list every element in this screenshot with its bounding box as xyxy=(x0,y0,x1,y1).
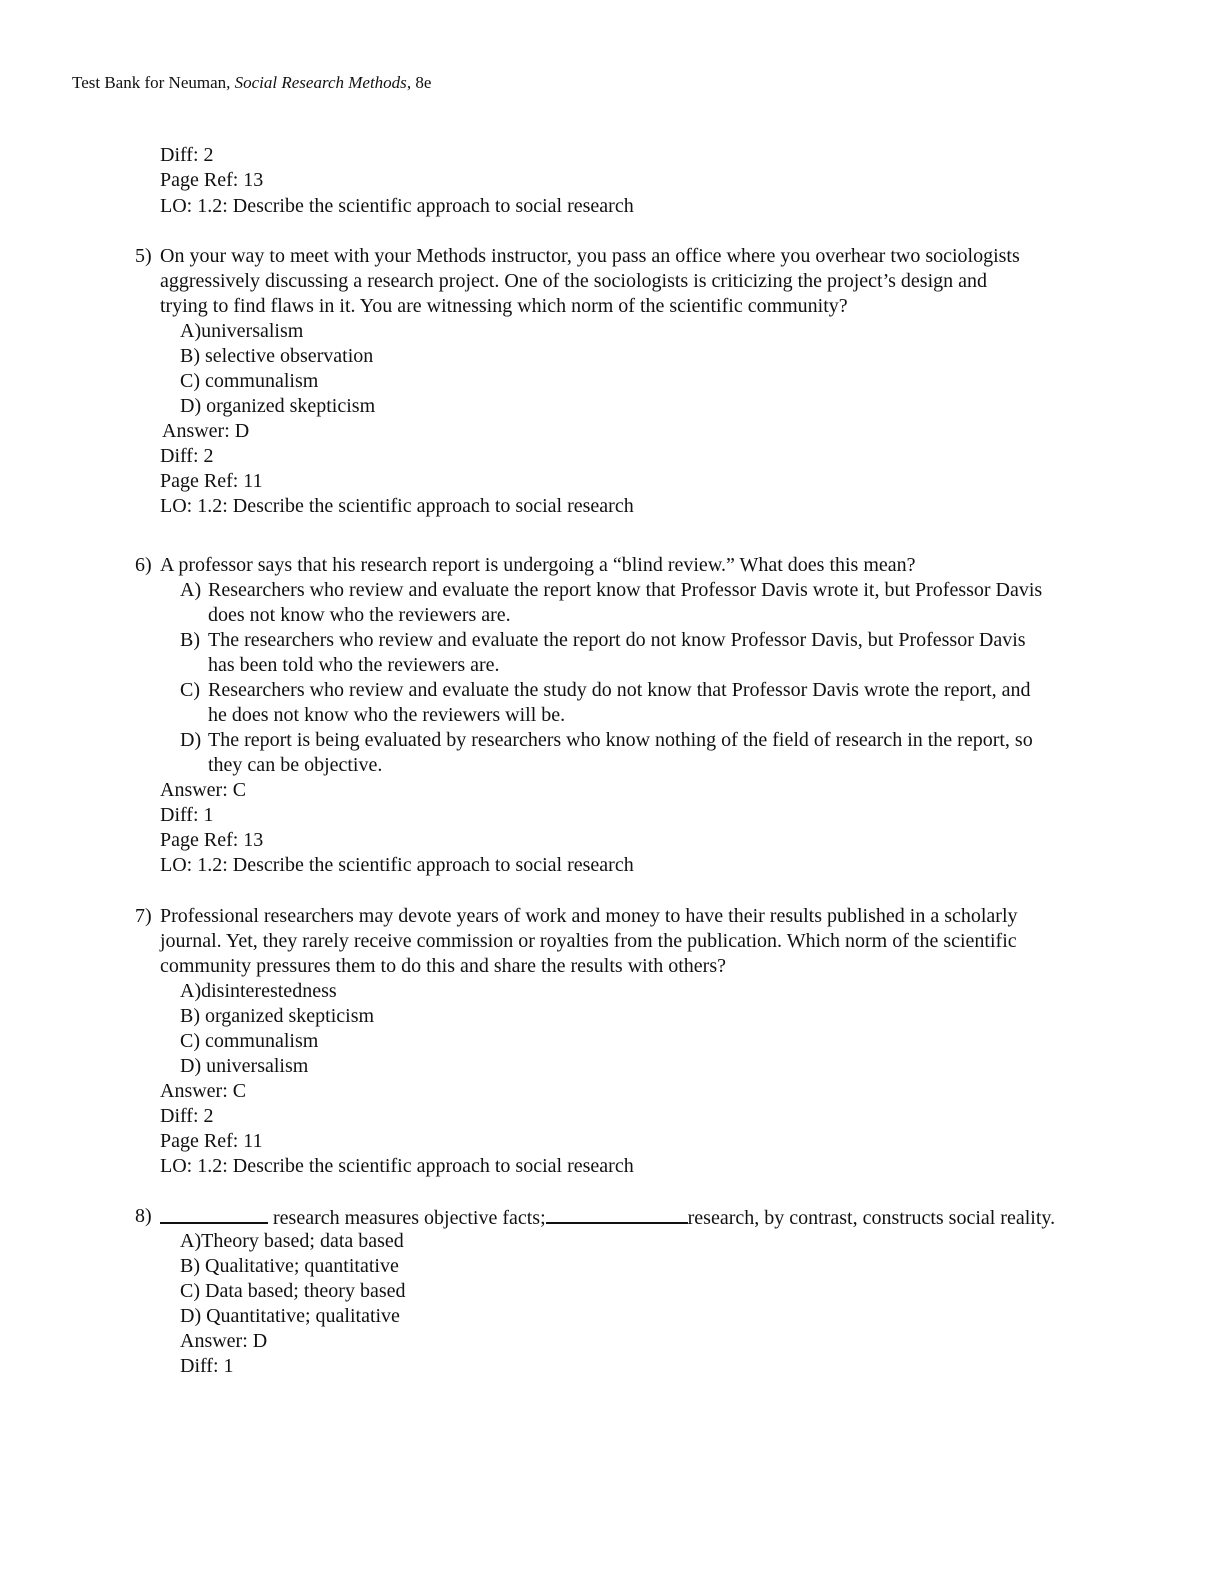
question-stem-line: aggressively discussing a research project. One of the sociologists is criticizing the project’s design and xyxy=(160,270,988,292)
option-d-text: The report is being evaluated by researchers who know nothing of the field of research in the report, so xyxy=(208,729,1033,751)
option-d: D) universalism xyxy=(180,1055,309,1077)
option-a-text: does not know who the reviewers are. xyxy=(208,604,511,626)
book-title: Social Research Methods xyxy=(234,73,407,92)
header-suffix: , 8e xyxy=(406,73,432,92)
option-b: B) Qualitative; quantitative xyxy=(180,1255,399,1277)
fill-in-blank-1 xyxy=(160,1204,268,1224)
option-d: D) organized skepticism xyxy=(180,395,376,417)
option-d-text: they can be objective. xyxy=(208,754,383,776)
question-stem-line: trying to find flaws in it. You are witnessing which norm of the scientific community? xyxy=(160,295,848,317)
difficulty: Diff: 2 xyxy=(160,1105,214,1127)
learning-objective: LO: 1.2: Describe the scientific approach to social research xyxy=(160,495,634,517)
question-stem-line: Professional researchers may devote years of work and money to have their results published in a scholarly xyxy=(160,905,1018,927)
stem-part-2: research, by contrast, constructs social reality. xyxy=(687,1207,1056,1229)
answer: Answer: C xyxy=(160,779,247,801)
question-stem-line: A professor says that his research report is undergoing a “blind review.” What does this mean? xyxy=(160,554,916,576)
option-c: C) Data based; theory based xyxy=(180,1280,406,1302)
difficulty: Diff: 1 xyxy=(180,1355,234,1377)
header-prefix: Test Bank for Neuman, xyxy=(72,73,235,92)
difficulty: Diff: 1 xyxy=(160,804,214,826)
learning-objective: LO: 1.2: Describe the scientific approach to social research xyxy=(160,854,634,876)
question-number: 6) xyxy=(135,554,152,576)
option-a: A)universalism xyxy=(180,320,304,342)
difficulty: Diff: 2 xyxy=(160,445,214,467)
option-c-text: Researchers who review and evaluate the study do not know that Professor Davis wrote the report, and xyxy=(208,679,1031,701)
question-number: 7) xyxy=(135,905,152,927)
difficulty: Diff: 2 xyxy=(160,144,214,166)
option-c: C) communalism xyxy=(180,1030,319,1052)
option-a-text: Researchers who review and evaluate the report know that Professor Davis wrote it, but Professor Davis xyxy=(208,579,1043,601)
stem-part-1: research measures objective facts; xyxy=(268,1207,546,1229)
question-stem xyxy=(160,1204,1055,1231)
option-a-label: A) xyxy=(180,579,202,601)
option-a: A)Theory based; data based xyxy=(180,1230,404,1252)
running-header xyxy=(72,72,431,94)
option-d-label: D) xyxy=(180,729,202,751)
option-b: B) selective observation xyxy=(180,345,374,367)
answer: Answer: D xyxy=(180,1330,268,1352)
option-b: B) organized skepticism xyxy=(180,1005,375,1027)
learning-objective: LO: 1.2: Describe the scientific approach to social research xyxy=(160,195,634,217)
question-number: 8) xyxy=(135,1205,152,1227)
fill-in-blank-2 xyxy=(546,1204,688,1224)
answer: Answer: C xyxy=(160,1080,247,1102)
option-b-text: The researchers who review and evaluate the report do not know Professor Davis, but Professor Davis xyxy=(208,629,1026,651)
option-b-text: has been told who the reviewers are. xyxy=(208,654,500,676)
question-number: 5) xyxy=(135,245,152,267)
answer: Answer: D xyxy=(162,420,250,442)
option-c-text: he does not know who the reviewers will be. xyxy=(208,704,566,726)
page-ref: Page Ref: 13 xyxy=(160,829,264,851)
option-b-label: B) xyxy=(180,629,200,651)
option-d: D) Quantitative; qualitative xyxy=(180,1305,400,1327)
question-stem-line: On your way to meet with your Methods instructor, you pass an office where you overhear two sociologists xyxy=(160,245,1020,267)
page-ref: Page Ref: 11 xyxy=(160,470,263,492)
page-ref: Page Ref: 11 xyxy=(160,1130,263,1152)
option-c-label: C) xyxy=(180,679,200,701)
option-c: C) communalism xyxy=(180,370,319,392)
question-stem-line: journal. Yet, they rarely receive commission or royalties from the publication. Which norm of the scientific xyxy=(160,930,1017,952)
option-a: A)disinterestedness xyxy=(180,980,337,1002)
question-stem-line: community pressures them to do this and share the results with others? xyxy=(160,955,727,977)
learning-objective: LO: 1.2: Describe the scientific approach to social research xyxy=(160,1155,634,1177)
page-ref: Page Ref: 13 xyxy=(160,169,264,191)
